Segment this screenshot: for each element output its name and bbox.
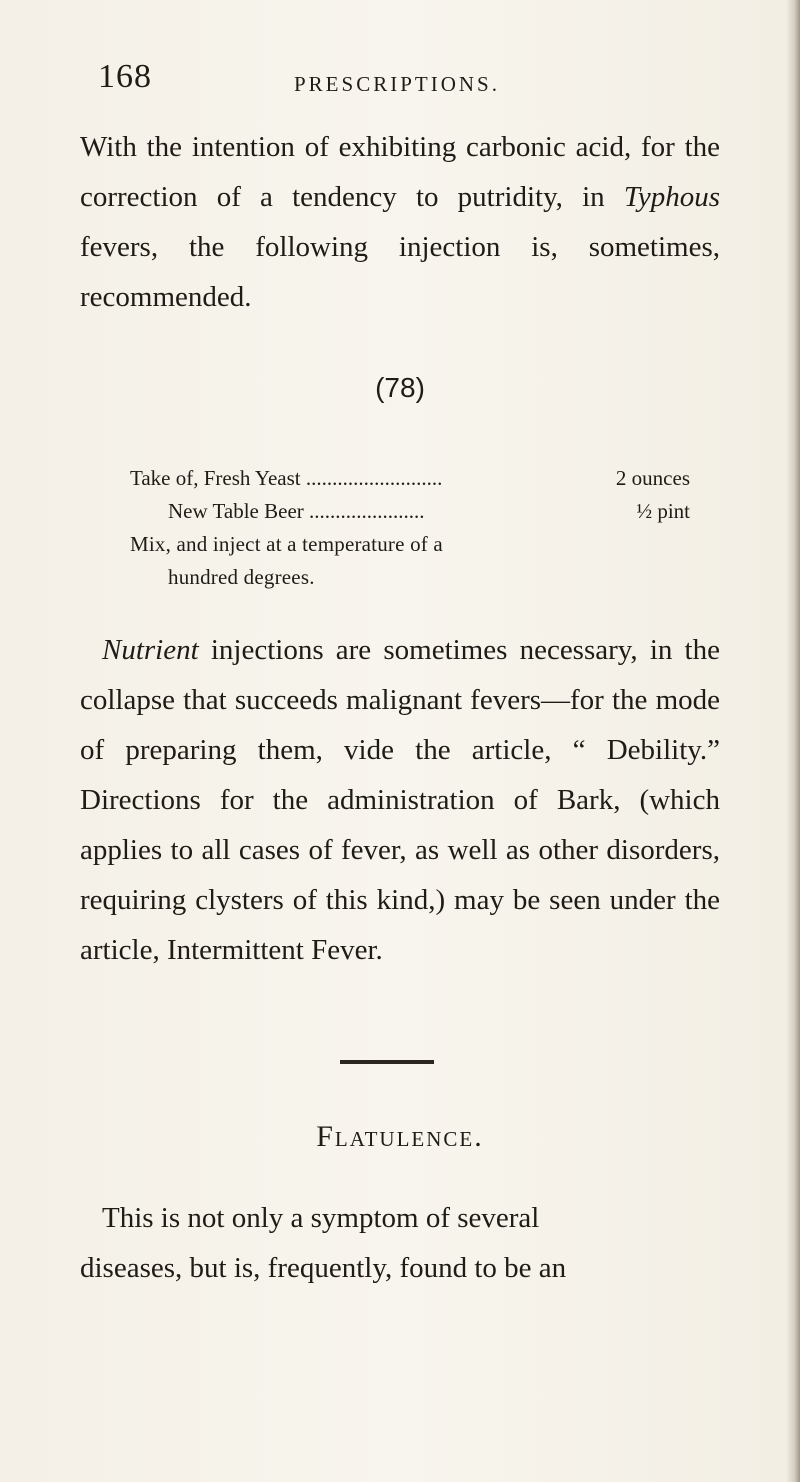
recipe-ingredient: Take of, Fresh Yeast ..........................	[130, 466, 443, 490]
running-head: PRESCRIPTIONS.	[294, 72, 500, 96]
recipe-row	[130, 495, 690, 528]
page-header	[98, 58, 598, 98]
intro-text-before: With the intention of exhibiting carbonic acid, for the correction of a tendency to putridity, in	[80, 131, 720, 213]
recipe-ingredient: New Table Beer ......................	[168, 499, 425, 523]
recipe-quantity: ½ pint	[636, 499, 690, 523]
recipe-instruction: Mix, and inject at a temperature of a	[130, 532, 443, 556]
nutrient-italic-term: Nutrient	[102, 634, 199, 666]
page-edge-shadow	[786, 0, 800, 1482]
section-heading: Flatulence.	[316, 1120, 484, 1153]
page-number: 168	[98, 58, 152, 95]
section-divider	[340, 1060, 434, 1064]
recipe-block	[130, 462, 690, 594]
flatulence-paragraph-line1: This is not only a symptom of several	[102, 1202, 540, 1234]
nutrient-text: injections are sometimes necessary, in the collapse that succeeds malignant fevers—for the mode of preparing them, vide the article, “ Debility.” Directions for the administration of Bark, (which applies to all cases of fever, as well as other disorders, requiring clysters of this kind,) may be seen under the article, Intermittent Fever.	[80, 634, 720, 966]
nutrient-paragraph	[80, 625, 720, 975]
formula-number: (78)	[375, 372, 425, 403]
flatulence-paragraph-line2: diseases, but is, frequently, found to be an	[80, 1252, 567, 1284]
recipe-instruction-continued: hundred degrees.	[168, 565, 315, 589]
recipe-row	[130, 462, 690, 495]
intro-paragraph	[80, 122, 720, 322]
recipe-quantity: 2 ounces	[615, 466, 690, 490]
intro-text-after: fevers, the following injection is, sometimes, recommended.	[80, 231, 720, 313]
intro-italic-term: Typhous	[623, 181, 720, 213]
